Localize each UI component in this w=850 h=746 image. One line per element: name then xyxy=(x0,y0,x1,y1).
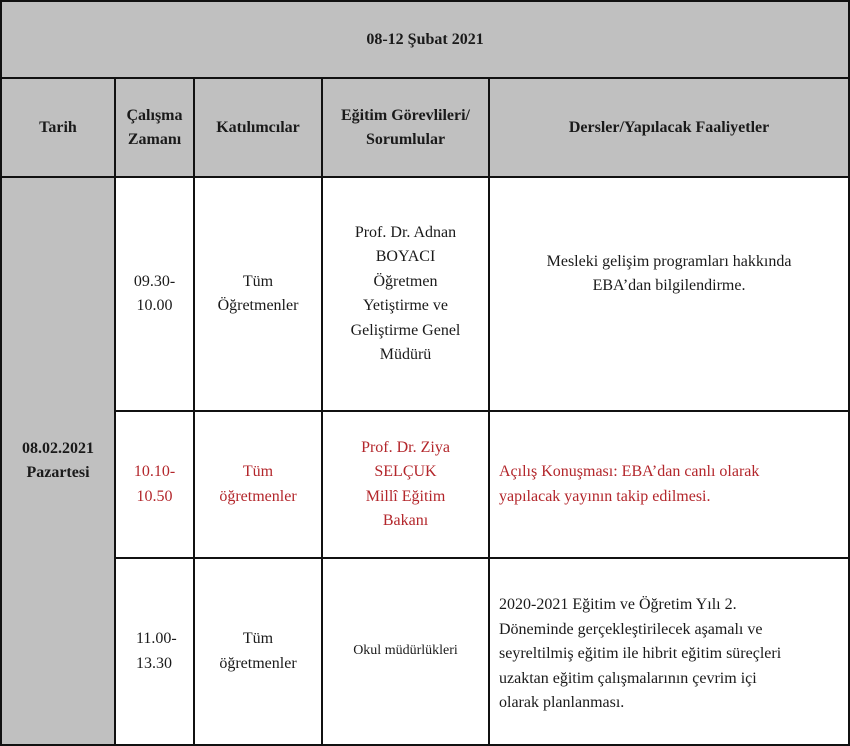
staff-line: Prof. Dr. Adnan xyxy=(354,223,457,241)
time-cell xyxy=(115,177,194,411)
activity-line: yapılacak yayının takip edilmesi. xyxy=(499,487,711,505)
day-cell xyxy=(1,177,115,745)
participants-cell xyxy=(194,558,322,745)
time-start: 09.30- xyxy=(133,272,176,290)
staff-cell xyxy=(322,558,489,745)
header-staff xyxy=(322,78,489,177)
activity-line: Döneminde gerçekleştirilecek aşamalı ve xyxy=(499,620,763,638)
header-staff-line1: Eğitim Görevlileri/ xyxy=(340,106,470,124)
activity-line: seyreltilmiş eğitim ile hibrit eğitim süreçleri xyxy=(499,645,782,663)
staff-cell xyxy=(322,411,489,558)
header-time xyxy=(115,78,194,177)
table-row xyxy=(1,558,849,745)
activity-line: EBA’dan bilgilendirme. xyxy=(592,277,746,294)
staff-line: Prof. Dr. Ziya xyxy=(361,438,450,456)
participants-line2: Öğretmenler xyxy=(217,297,299,314)
time-start: 10.10- xyxy=(133,463,176,480)
header-time-line1: Çalışma xyxy=(126,106,183,124)
activity-line: 2020-2021 Eğitim ve Öğretim Yılı 2. xyxy=(499,596,737,614)
header-row xyxy=(1,78,849,177)
time-start: 11.00- xyxy=(136,630,177,647)
table-row xyxy=(1,177,849,411)
activity-cell xyxy=(489,177,849,411)
time-end: 10.00 xyxy=(136,297,173,314)
day-date: 08.02.2021 xyxy=(22,440,94,457)
header-activities: Dersler/Yapılacak Faaliyetler xyxy=(489,78,849,177)
activity-cell xyxy=(489,411,849,558)
staff-line: SELÇUK xyxy=(374,463,437,480)
activity-line: olarak planlanması. xyxy=(499,694,625,712)
participants-line2: öğretmenler xyxy=(219,654,297,672)
time-cell xyxy=(115,558,194,745)
week-title: 08-12 Şubat 2021 xyxy=(1,1,849,78)
staff-line: Bakanı xyxy=(382,512,429,529)
header-time-line2: Zamanı xyxy=(127,130,182,148)
participants-line1: Tüm xyxy=(242,272,274,290)
header-date: Tarih xyxy=(1,78,115,177)
time-end: 10.50 xyxy=(136,487,173,505)
staff-line: BOYACI xyxy=(375,248,436,265)
participants-line1: Tüm xyxy=(242,630,274,647)
staff-line: Geliştirme Genel xyxy=(350,321,461,339)
table-row-highlighted xyxy=(1,411,849,558)
header-staff-line2: Sorumlular xyxy=(365,130,446,148)
staff-line: Müdürü xyxy=(379,346,432,363)
staff-line: Yetiştirme ve xyxy=(362,297,449,314)
staff-line: Millî Eğitim xyxy=(365,487,446,505)
activity-cell xyxy=(489,558,849,745)
activity-line: Açılış Konuşması: EBA’dan canlı olarak xyxy=(499,463,760,480)
header-participants: Katılımcılar xyxy=(194,78,322,177)
participants-line2: öğretmenler xyxy=(219,487,297,505)
time-end: 13.30 xyxy=(136,654,172,672)
time-cell xyxy=(115,411,194,558)
activity-line: uzaktan eğitim çalışmalarının çevrim içi xyxy=(499,669,757,687)
staff-line: Öğretmen xyxy=(373,272,438,290)
title-row xyxy=(1,1,849,78)
staff-cell xyxy=(322,177,489,411)
day-weekday: Pazartesi xyxy=(26,464,90,481)
participants-line1: Tüm xyxy=(242,463,274,480)
participants-cell xyxy=(194,411,322,558)
participants-cell xyxy=(194,177,322,411)
activity-line: Mesleki gelişim programları hakkında xyxy=(546,252,792,270)
staff-line: Okul müdürlükleri xyxy=(353,643,458,659)
